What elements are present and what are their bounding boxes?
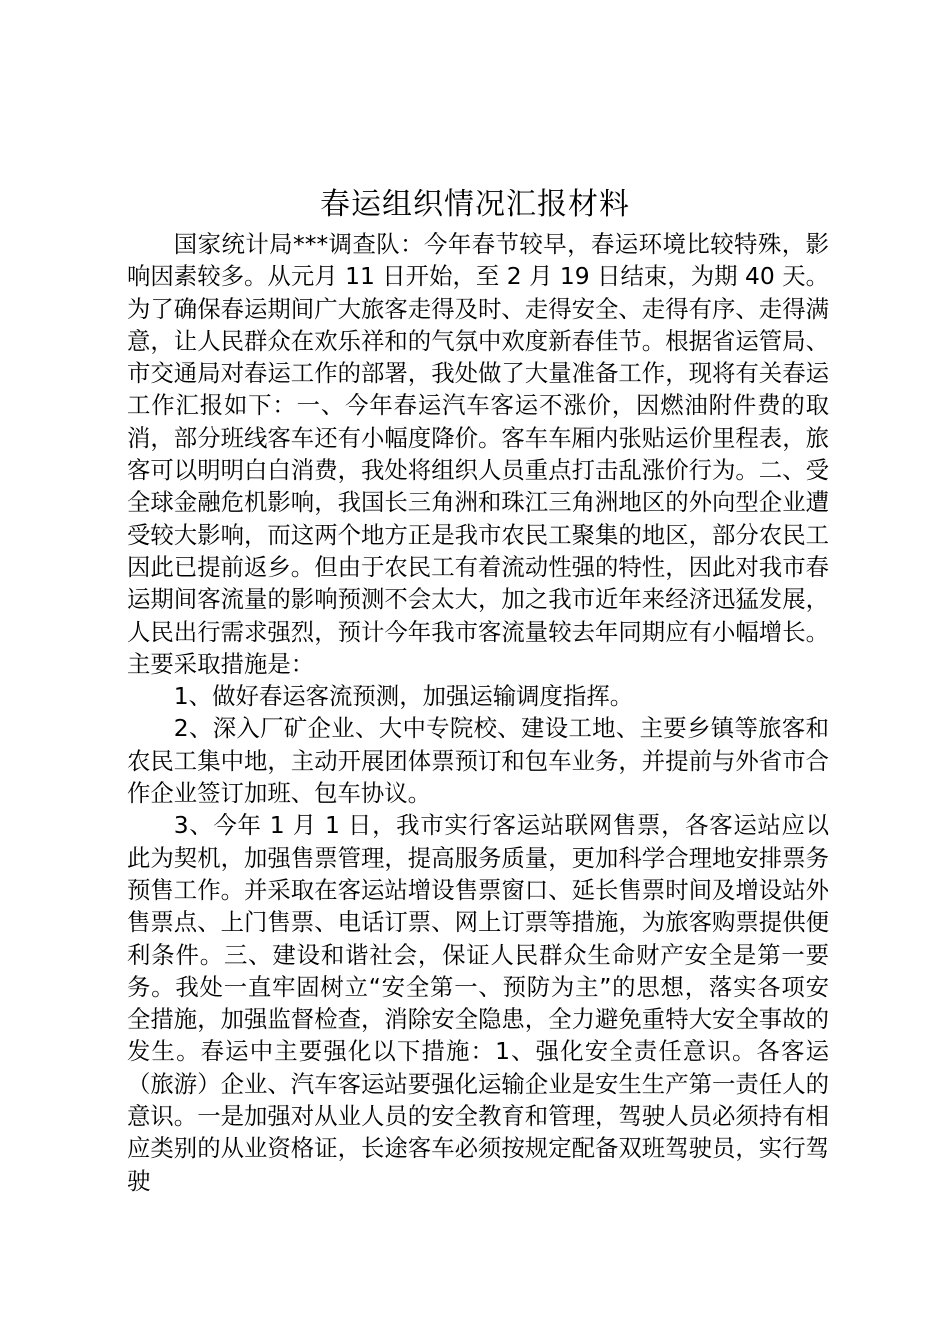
paragraph-intro: 国家统计局***调查队：今年春节较早，春运环境比较特殊，影响因素较多。从元月 11 日开始，至 2 月 19 日结束，为期 40 天。为了确保春运期间广大旅客走得及时、走得安全、走得有序、走得满意，让人民群众在欢乐祥和的气氛中欢度新春佳节。根据省运管局、市交通局对春运工作的部署，我处做了大量准备工作，现将有关春运工作汇报如下：一、今年春运汽车客运不涨价，因燃油附件费的取消，部分班线客车还有小幅度降价。客车车厢内张贴运价里程表，旅客可以明明白白消费，我处将组织人员重点打击乱涨价行为。二、受全球金融危机影响，我国长三角洲和珠江三角洲地区的外向型企业遭受较大影响，而这两个地方正是我市农民工聚集的地区，部分农民工因此已提前返乡。但由于农民工有着流动性强的特性，因此对我市春运期间客流量的影响预测不会太大，加之我市近年来经济迅猛发展，人民出行需求强烈，预计今年我市客流量较去年同期应有小幅增长。主要采取措施是：	[127, 230, 829, 678]
document-title: 春运组织情况汇报材料	[320, 187, 630, 222]
paragraph-measure-3: 3、今年 1 月 1 日，我市实行客运站联网售票，各客运站应以此为契机，加强售票管理，提高服务质量，更加科学合理地安排票务预售工作。并采取在客运站增设售票窗口、延长售票时间及增设站外售票点、上门售票、电话订票、网上订票等措施，为旅客购票提供便利条件。三、建设和谐社会，保证人民群众生命财产安全是第一要务。我处一直牢固树立“安全第一、预防为主”的思想，落实各项安全措施，加强监督检查，消除安全隐患，全力避免重特大安全事故的发生。春运中主要强化以下措施：1、强化安全责任意识。各客运（旅游）企业、汽车客运站要强化运输企业是安生生产第一责任人的意识。一是加强对从业人员的安全教育和管理，驾驶人员必须持有相应类别的从业资格证，长途客车必须按规定配备双班驾驶员，实行驾驶	[127, 811, 829, 1195]
paragraph-measure-1: 1、做好春运客流预测，加强运输调度指挥。	[173, 682, 634, 711]
document-body	[127, 228, 829, 1197]
paragraph-measure-2: 2、深入厂矿企业、大中专院校、建设工地、主要乡镇等旅客和农民工集中地，主动开展团体票预订和包车业务，并提前与外省市合作企业签订加班、包车协议。	[127, 714, 829, 808]
